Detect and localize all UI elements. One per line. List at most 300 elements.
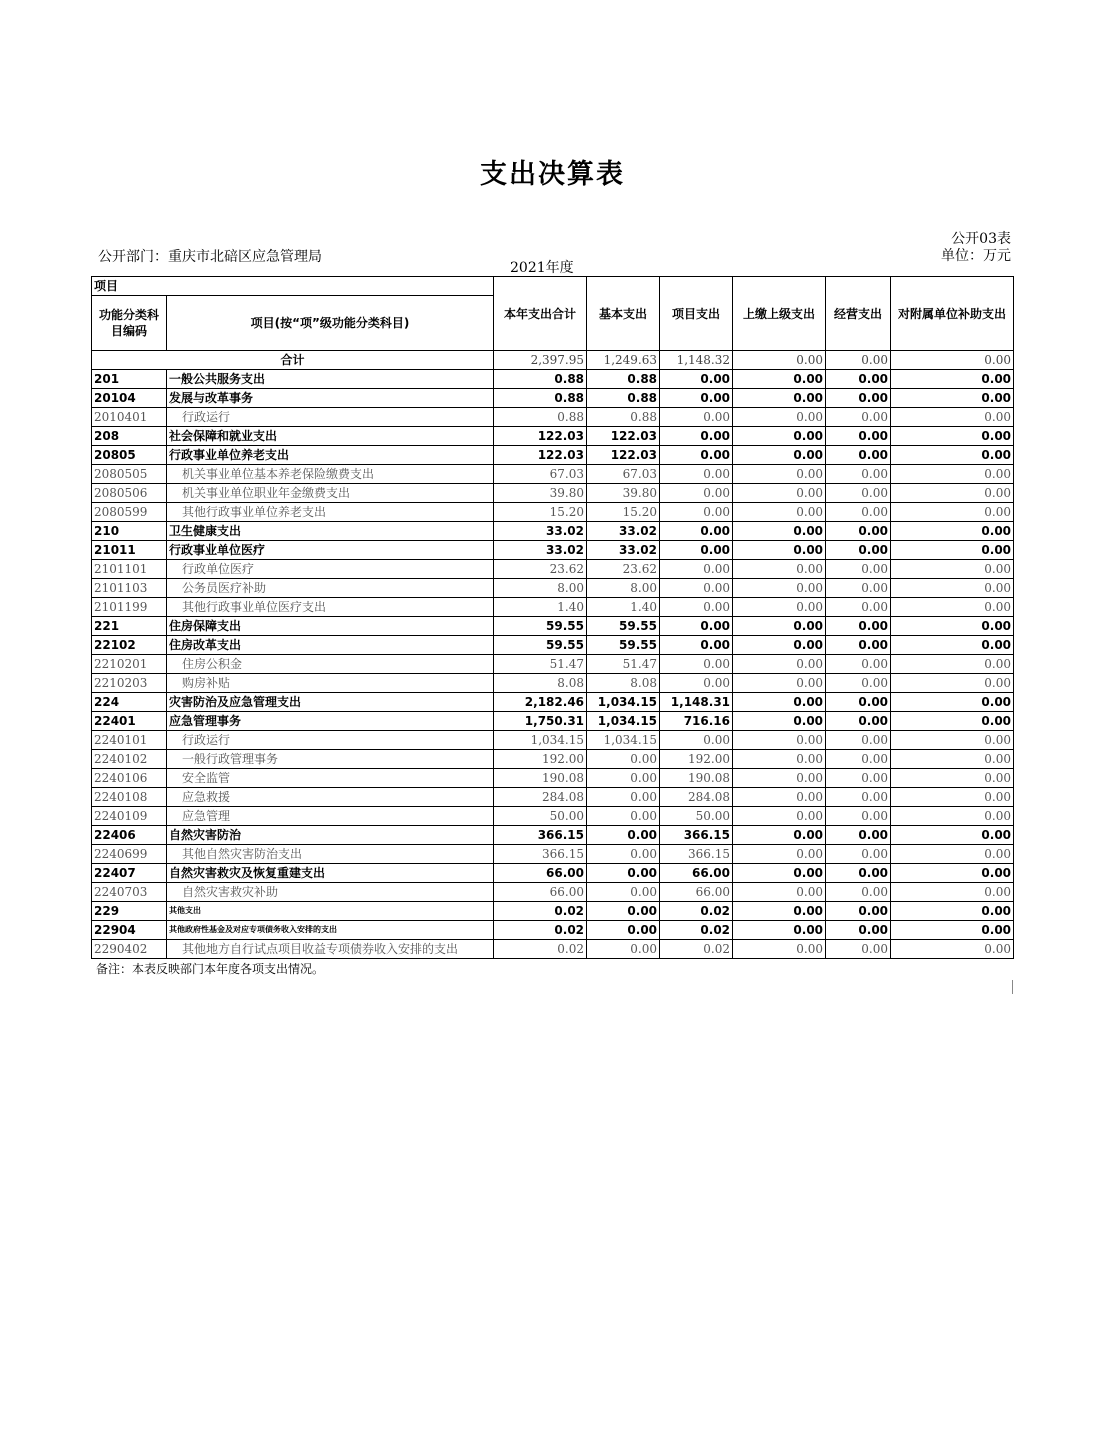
row-project: 190.08: [660, 769, 733, 788]
row-business: 0.00: [826, 560, 891, 579]
row-total: 59.55: [494, 636, 587, 655]
total-subsidy: 0.00: [891, 351, 1014, 370]
row-basic: 0.00: [587, 845, 660, 864]
row-code: 20104: [92, 389, 167, 408]
row-name: 自然灾害防治: [167, 826, 494, 845]
row-basic: 0.00: [587, 826, 660, 845]
row-basic: 0.88: [587, 370, 660, 389]
row-upper: 0.00: [733, 921, 826, 940]
row-project: 0.02: [660, 921, 733, 940]
row-basic: 0.88: [587, 389, 660, 408]
row-name: 机关事业单位职业年金缴费支出: [167, 484, 494, 503]
row-project: 1,148.31: [660, 693, 733, 712]
row-project: 0.00: [660, 370, 733, 389]
row-name: 自然灾害救灾补助: [167, 883, 494, 902]
row-basic: 0.00: [587, 788, 660, 807]
row-upper: 0.00: [733, 655, 826, 674]
table-row: [92, 389, 1014, 408]
row-basic: 39.80: [587, 484, 660, 503]
row-upper: 0.00: [733, 446, 826, 465]
row-subsidy: 0.00: [891, 883, 1014, 902]
row-total: 0.02: [494, 940, 587, 959]
row-total: 1.40: [494, 598, 587, 617]
row-code: 224: [92, 693, 167, 712]
row-subsidy: 0.00: [891, 560, 1014, 579]
table-row: [92, 484, 1014, 503]
row-business: 0.00: [826, 408, 891, 427]
table-row: [92, 693, 1014, 712]
row-basic: 67.03: [587, 465, 660, 484]
row-name: 自然灾害救灾及恢复重建支出: [167, 864, 494, 883]
row-basic: 15.20: [587, 503, 660, 522]
row-name: 行政单位医疗: [167, 560, 494, 579]
row-upper: 0.00: [733, 560, 826, 579]
row-total: 0.88: [494, 389, 587, 408]
table-row: [92, 465, 1014, 484]
row-project: 192.00: [660, 750, 733, 769]
table-row: [92, 541, 1014, 560]
table-row: [92, 750, 1014, 769]
table-row: [92, 427, 1014, 446]
row-project: 0.00: [660, 408, 733, 427]
row-subsidy: 0.00: [891, 503, 1014, 522]
row-upper: 0.00: [733, 598, 826, 617]
row-basic: 0.88: [587, 408, 660, 427]
row-business: 0.00: [826, 902, 891, 921]
row-code: 221: [92, 617, 167, 636]
row-total: 8.00: [494, 579, 587, 598]
row-total: 33.02: [494, 541, 587, 560]
row-code: 22904: [92, 921, 167, 940]
row-upper: 0.00: [733, 788, 826, 807]
row-project: 0.00: [660, 541, 733, 560]
row-subsidy: 0.00: [891, 864, 1014, 883]
row-project: 50.00: [660, 807, 733, 826]
row-basic: 8.08: [587, 674, 660, 693]
row-code: 208: [92, 427, 167, 446]
row-code: 2290402: [92, 940, 167, 959]
row-subsidy: 0.00: [891, 598, 1014, 617]
row-total: 122.03: [494, 427, 587, 446]
department-label: 公开部门：重庆市北碚区应急管理局: [98, 249, 322, 265]
row-business: 0.00: [826, 484, 891, 503]
row-code: 201: [92, 370, 167, 389]
table-row: [92, 883, 1014, 902]
row-subsidy: 0.00: [891, 579, 1014, 598]
table-row: [92, 598, 1014, 617]
row-total: 59.55: [494, 617, 587, 636]
row-subsidy: 0.00: [891, 522, 1014, 541]
header-project: 项目支出: [660, 277, 733, 351]
row-business: 0.00: [826, 446, 891, 465]
table-row: [92, 617, 1014, 636]
row-business: 0.00: [826, 370, 891, 389]
row-total: 122.03: [494, 446, 587, 465]
row-upper: 0.00: [733, 465, 826, 484]
row-name: 应急管理事务: [167, 712, 494, 731]
table-row: [92, 522, 1014, 541]
row-project: 366.15: [660, 826, 733, 845]
row-business: 0.00: [826, 845, 891, 864]
row-code: 22102: [92, 636, 167, 655]
row-total: 0.02: [494, 921, 587, 940]
row-business: 0.00: [826, 712, 891, 731]
table-row: [92, 769, 1014, 788]
row-upper: 0.00: [733, 826, 826, 845]
row-total: 0.02: [494, 902, 587, 921]
row-name: 住房保障支出: [167, 617, 494, 636]
header-upper: 上缴上级支出: [733, 277, 826, 351]
row-upper: 0.00: [733, 864, 826, 883]
row-project: 0.00: [660, 674, 733, 693]
table-row: [92, 712, 1014, 731]
row-business: 0.00: [826, 864, 891, 883]
row-name: 灾害防治及应急管理支出: [167, 693, 494, 712]
row-basic: 0.00: [587, 864, 660, 883]
header-item-group: 项目: [92, 277, 494, 296]
row-upper: 0.00: [733, 883, 826, 902]
table-row: [92, 788, 1014, 807]
row-total: 33.02: [494, 522, 587, 541]
row-code: 2210203: [92, 674, 167, 693]
row-upper: 0.00: [733, 484, 826, 503]
row-basic: 122.03: [587, 427, 660, 446]
row-upper: 0.00: [733, 579, 826, 598]
header-business: 经营支出: [826, 277, 891, 351]
row-total: 1,034.15: [494, 731, 587, 750]
row-subsidy: 0.00: [891, 731, 1014, 750]
table-row: [92, 503, 1014, 522]
row-code: 2240106: [92, 769, 167, 788]
row-name: 公务员医疗补助: [167, 579, 494, 598]
row-project: 0.00: [660, 484, 733, 503]
row-basic: 1,034.15: [587, 731, 660, 750]
row-business: 0.00: [826, 674, 891, 693]
row-subsidy: 0.00: [891, 541, 1014, 560]
row-project: 716.16: [660, 712, 733, 731]
row-code: 2240699: [92, 845, 167, 864]
row-code: 2101199: [92, 598, 167, 617]
table-row: [92, 674, 1014, 693]
row-upper: 0.00: [733, 731, 826, 750]
row-name: 其他地方自行试点项目收益专项债券收入安排的支出: [167, 940, 494, 959]
row-subsidy: 0.00: [891, 389, 1014, 408]
row-upper: 0.00: [733, 617, 826, 636]
table-row: [92, 560, 1014, 579]
row-total: 67.03: [494, 465, 587, 484]
table-row: [92, 370, 1014, 389]
table-row: [92, 921, 1014, 940]
row-total: 366.15: [494, 826, 587, 845]
expenditure-table: [91, 276, 1014, 959]
page-title: 支出决算表: [480, 159, 625, 190]
row-basic: 0.00: [587, 807, 660, 826]
row-subsidy: 0.00: [891, 845, 1014, 864]
row-project: 0.02: [660, 940, 733, 959]
row-project: 66.00: [660, 883, 733, 902]
row-upper: 0.00: [733, 522, 826, 541]
row-name: 一般公共服务支出: [167, 370, 494, 389]
row-name: 行政事业单位医疗: [167, 541, 494, 560]
row-code: 2240102: [92, 750, 167, 769]
row-basic: 122.03: [587, 446, 660, 465]
row-name: 行政运行: [167, 408, 494, 427]
row-code: 2101103: [92, 579, 167, 598]
row-name: 住房公积金: [167, 655, 494, 674]
table-row: [92, 579, 1014, 598]
row-basic: 1,034.15: [587, 693, 660, 712]
row-name: 行政事业单位养老支出: [167, 446, 494, 465]
row-subsidy: 0.00: [891, 370, 1014, 389]
header-subsidy: 对附属单位补助支出: [891, 277, 1014, 351]
row-business: 0.00: [826, 731, 891, 750]
row-upper: 0.00: [733, 674, 826, 693]
row-total: 1,750.31: [494, 712, 587, 731]
row-name: 其他自然灾害防治支出: [167, 845, 494, 864]
row-name: 卫生健康支出: [167, 522, 494, 541]
row-basic: 33.02: [587, 541, 660, 560]
table-row: [92, 636, 1014, 655]
row-code: 2080506: [92, 484, 167, 503]
row-code: 2010401: [92, 408, 167, 427]
row-basic: 8.00: [587, 579, 660, 598]
row-upper: 0.00: [733, 427, 826, 446]
table-row: [92, 807, 1014, 826]
row-subsidy: 0.00: [891, 921, 1014, 940]
row-subsidy: 0.00: [891, 655, 1014, 674]
row-subsidy: 0.00: [891, 465, 1014, 484]
row-upper: 0.00: [733, 636, 826, 655]
row-upper: 0.00: [733, 902, 826, 921]
row-code: 2101101: [92, 560, 167, 579]
row-name: 其他支出: [167, 902, 494, 921]
row-basic: 0.00: [587, 940, 660, 959]
row-basic: 0.00: [587, 883, 660, 902]
row-basic: 59.55: [587, 617, 660, 636]
table-row: [92, 826, 1014, 845]
row-project: 0.00: [660, 427, 733, 446]
row-name: 行政运行: [167, 731, 494, 750]
row-project: 0.00: [660, 579, 733, 598]
margin-tick: [1012, 980, 1013, 994]
row-business: 0.00: [826, 636, 891, 655]
row-basic: 1,034.15: [587, 712, 660, 731]
header-code: 功能分类科目编码: [92, 296, 167, 351]
row-code: 2080505: [92, 465, 167, 484]
row-code: 229: [92, 902, 167, 921]
row-basic: 0.00: [587, 769, 660, 788]
table-row: [92, 902, 1014, 921]
row-business: 0.00: [826, 389, 891, 408]
row-business: 0.00: [826, 921, 891, 940]
row-upper: 0.00: [733, 940, 826, 959]
year-label: 2021年度: [510, 260, 574, 276]
row-total: 66.00: [494, 864, 587, 883]
row-project: 0.00: [660, 522, 733, 541]
row-name: 住房改革支出: [167, 636, 494, 655]
row-subsidy: 0.00: [891, 636, 1014, 655]
row-total: 66.00: [494, 883, 587, 902]
total-total: 2,397.95: [494, 351, 587, 370]
row-upper: 0.00: [733, 750, 826, 769]
row-total: 192.00: [494, 750, 587, 769]
row-business: 0.00: [826, 522, 891, 541]
row-name: 应急管理: [167, 807, 494, 826]
row-basic: 59.55: [587, 636, 660, 655]
row-code: 22406: [92, 826, 167, 845]
table-row: [92, 731, 1014, 750]
row-project: 66.00: [660, 864, 733, 883]
row-project: 0.00: [660, 617, 733, 636]
row-business: 0.00: [826, 617, 891, 636]
row-total: 50.00: [494, 807, 587, 826]
row-code: 22401: [92, 712, 167, 731]
row-project: 0.00: [660, 503, 733, 522]
row-upper: 0.00: [733, 389, 826, 408]
row-business: 0.00: [826, 807, 891, 826]
row-business: 0.00: [826, 750, 891, 769]
row-code: 2080599: [92, 503, 167, 522]
row-basic: 0.00: [587, 902, 660, 921]
row-code: 2240109: [92, 807, 167, 826]
row-subsidy: 0.00: [891, 788, 1014, 807]
row-total: 51.47: [494, 655, 587, 674]
row-total: 284.08: [494, 788, 587, 807]
row-total: 366.15: [494, 845, 587, 864]
row-project: 0.00: [660, 655, 733, 674]
table-row: [92, 446, 1014, 465]
total-business: 0.00: [826, 351, 891, 370]
row-name: 一般行政管理事务: [167, 750, 494, 769]
row-subsidy: 0.00: [891, 408, 1014, 427]
row-business: 0.00: [826, 826, 891, 845]
row-basic: 23.62: [587, 560, 660, 579]
row-business: 0.00: [826, 598, 891, 617]
row-name: 其他行政事业单位医疗支出: [167, 598, 494, 617]
row-basic: 0.00: [587, 921, 660, 940]
row-project: 284.08: [660, 788, 733, 807]
total-project: 1,148.32: [660, 351, 733, 370]
row-subsidy: 0.00: [891, 674, 1014, 693]
row-name: 购房补贴: [167, 674, 494, 693]
row-name: 其他政府性基金及对应专项债务收入安排的支出: [167, 921, 494, 940]
total-row: [92, 351, 1014, 370]
row-subsidy: 0.00: [891, 693, 1014, 712]
row-project: 0.00: [660, 389, 733, 408]
total-upper: 0.00: [733, 351, 826, 370]
row-business: 0.00: [826, 940, 891, 959]
row-business: 0.00: [826, 769, 891, 788]
row-business: 0.00: [826, 655, 891, 674]
row-upper: 0.00: [733, 807, 826, 826]
row-project: 366.15: [660, 845, 733, 864]
row-project: 0.00: [660, 598, 733, 617]
row-name: 发展与改革事务: [167, 389, 494, 408]
row-project: 0.00: [660, 465, 733, 484]
unit-label: 单位：万元: [941, 248, 1011, 264]
row-name: 其他行政事业单位养老支出: [167, 503, 494, 522]
row-project: 0.00: [660, 560, 733, 579]
row-subsidy: 0.00: [891, 712, 1014, 731]
row-code: 210: [92, 522, 167, 541]
header-basic: 基本支出: [587, 277, 660, 351]
row-name: 安全监管: [167, 769, 494, 788]
row-upper: 0.00: [733, 503, 826, 522]
row-subsidy: 0.00: [891, 750, 1014, 769]
row-subsidy: 0.00: [891, 446, 1014, 465]
row-subsidy: 0.00: [891, 427, 1014, 446]
row-subsidy: 0.00: [891, 826, 1014, 845]
row-project: 0.00: [660, 731, 733, 750]
row-project: 0.00: [660, 636, 733, 655]
row-subsidy: 0.00: [891, 902, 1014, 921]
row-subsidy: 0.00: [891, 484, 1014, 503]
header-total: 本年支出合计: [494, 277, 587, 351]
row-business: 0.00: [826, 579, 891, 598]
row-total: 8.08: [494, 674, 587, 693]
total-basic: 1,249.63: [587, 351, 660, 370]
row-upper: 0.00: [733, 408, 826, 427]
row-total: 190.08: [494, 769, 587, 788]
row-subsidy: 0.00: [891, 940, 1014, 959]
row-business: 0.00: [826, 883, 891, 902]
row-business: 0.00: [826, 788, 891, 807]
footnote: 备注：本表反映部门本年度各项支出情况。: [96, 962, 325, 976]
row-total: 2,182.46: [494, 693, 587, 712]
row-total: 0.88: [494, 408, 587, 427]
header-name: 项目(按“项”级功能分类科目): [167, 296, 494, 351]
row-project: 0.00: [660, 446, 733, 465]
row-business: 0.00: [826, 465, 891, 484]
row-subsidy: 0.00: [891, 617, 1014, 636]
row-business: 0.00: [826, 503, 891, 522]
row-subsidy: 0.00: [891, 769, 1014, 788]
row-basic: 1.40: [587, 598, 660, 617]
row-total: 23.62: [494, 560, 587, 579]
form-number: 公开03表: [951, 231, 1011, 247]
table-row: [92, 655, 1014, 674]
table-row: [92, 864, 1014, 883]
row-business: 0.00: [826, 693, 891, 712]
row-total: 39.80: [494, 484, 587, 503]
row-upper: 0.00: [733, 370, 826, 389]
total-label: 合计: [92, 351, 494, 370]
row-code: 2210201: [92, 655, 167, 674]
row-basic: 0.00: [587, 750, 660, 769]
row-basic: 51.47: [587, 655, 660, 674]
row-upper: 0.00: [733, 693, 826, 712]
row-code: 20805: [92, 446, 167, 465]
row-total: 15.20: [494, 503, 587, 522]
row-upper: 0.00: [733, 541, 826, 560]
row-project: 0.02: [660, 902, 733, 921]
row-name: 应急救援: [167, 788, 494, 807]
row-business: 0.00: [826, 541, 891, 560]
row-subsidy: 0.00: [891, 807, 1014, 826]
row-code: 22407: [92, 864, 167, 883]
row-upper: 0.00: [733, 769, 826, 788]
row-basic: 33.02: [587, 522, 660, 541]
row-code: 2240703: [92, 883, 167, 902]
row-code: 2240108: [92, 788, 167, 807]
row-upper: 0.00: [733, 712, 826, 731]
table-row: [92, 845, 1014, 864]
row-upper: 0.00: [733, 845, 826, 864]
row-name: 机关事业单位基本养老保险缴费支出: [167, 465, 494, 484]
row-total: 0.88: [494, 370, 587, 389]
row-business: 0.00: [826, 427, 891, 446]
table-row: [92, 408, 1014, 427]
